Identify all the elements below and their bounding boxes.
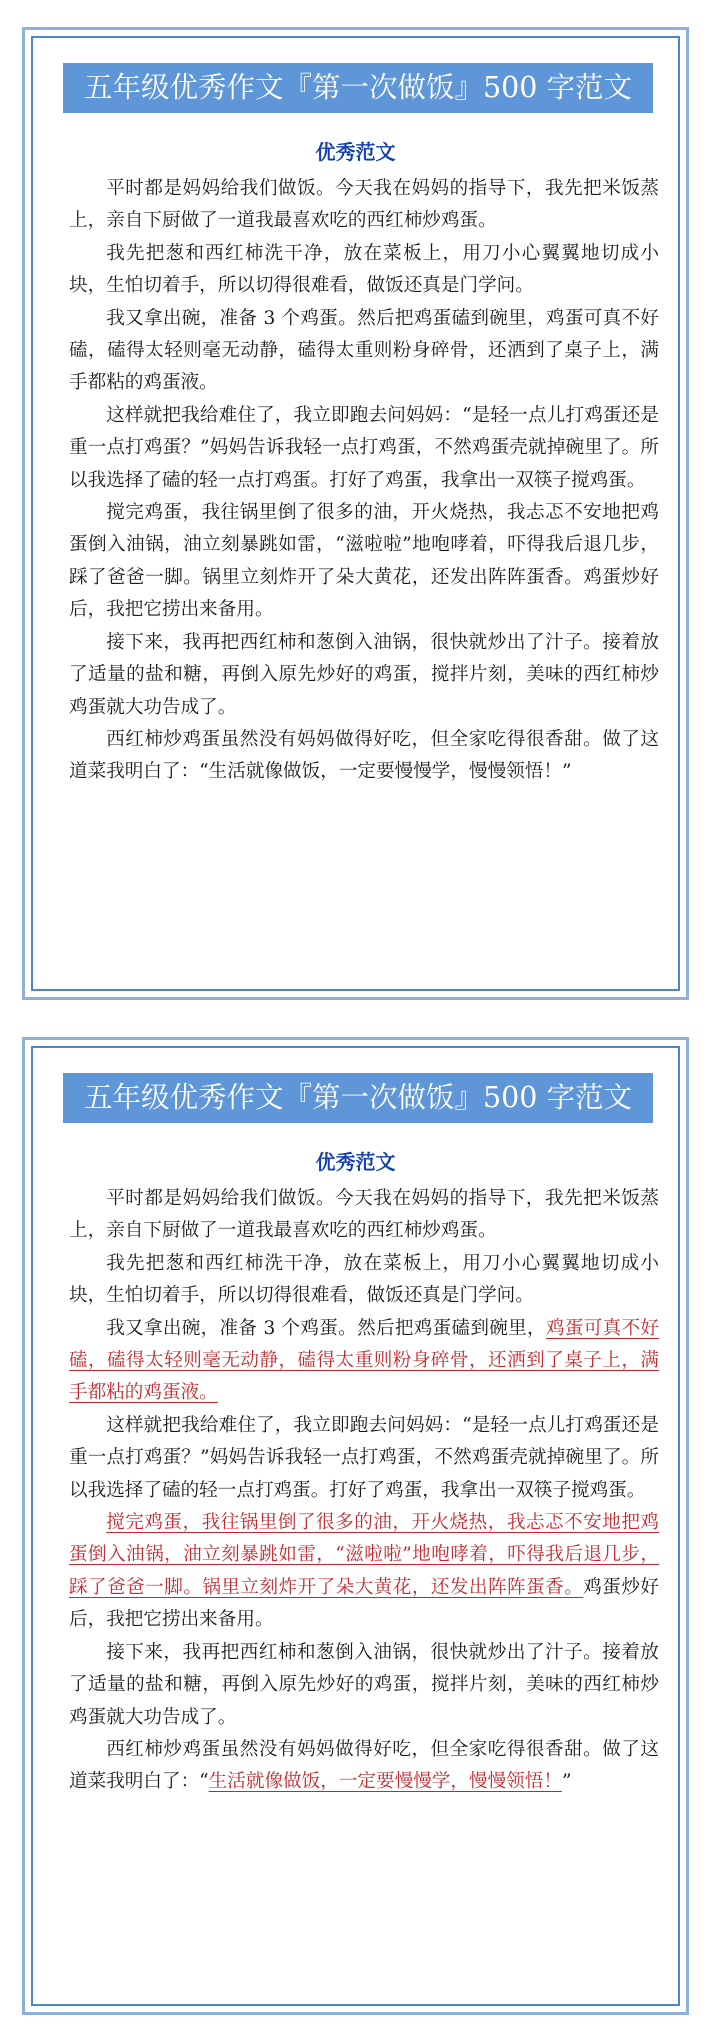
paragraph-text: 我又拿出碗，准备 3 个鸡蛋。然后把鸡蛋磕到碗里，鸡蛋可真不好磕，磕得太轻则毫无动静，磕得太重则粉身碎骨，还洒到了桌子上，满手都粘的鸡蛋液。 (69, 307, 659, 394)
essay-body (69, 173, 659, 789)
paragraph-text: 平时都是妈妈给我们做饭。今天我在妈妈的指导下，我先把米饭蒸上，亲自下厨做了一道我最喜欢吃的西红柿炒鸡蛋。 (69, 178, 659, 232)
essay-paragraph (69, 303, 659, 400)
highlighted-sentence: 搅完鸡蛋，我往锅里倒了很多的油，开火烧热，我忐忑不安地把鸡蛋倒入油锅，油立刻暴跳如雷，“滋啦啦”地咆哮着，吓得我后退几步，踩了爸爸一脚。锅里立刻炸开了朵大黄花，还发出阵阵蛋香。 (69, 1512, 659, 1598)
paragraph-text: 这样就把我给难住了，我立即跑去问妈妈：“是轻一点儿打鸡蛋还是重一点打鸡蛋？”妈妈告诉我轻一点打鸡蛋，不然鸡蛋壳就掉碗里了。所以我选择了磕的轻一点打鸡蛋。打好了鸡蛋，我拿出一双筷子搅鸡蛋。 (69, 404, 659, 491)
paragraph-text: 接下来，我再把西红柿和葱倒入油锅，很快就炒出了汁子。接着放了适量的盐和糖，再倒入原先炒好的鸡蛋，搅拌片刻，美味的西红柿炒鸡蛋就大功告成了。 (69, 1641, 659, 1728)
paragraph-text: 我又拿出碗，准备 3 个鸡蛋。然后把鸡蛋磕到碗里， (106, 1317, 546, 1339)
essay-paragraph (69, 724, 659, 789)
essay-body (69, 1183, 659, 1799)
essay-paragraph (69, 497, 659, 627)
essay-title: 五年级优秀作文『第一次做饭』500 字范文 (63, 1073, 653, 1123)
essay-paragraph (69, 627, 659, 724)
essay-paragraph (69, 173, 659, 238)
essay-paragraph (69, 1248, 659, 1313)
essay-subtitle: 优秀范文 (315, 1150, 396, 1174)
essay-paragraph (69, 1183, 659, 1248)
essay-paragraph (69, 238, 659, 303)
essay-paragraph (69, 1637, 659, 1734)
essay-paragraph (69, 1507, 659, 1637)
essay-title: 五年级优秀作文『第一次做饭』500 字范文 (63, 63, 653, 113)
paragraph-text: 西红柿炒鸡蛋虽然没有妈妈做得好吃，但全家吃得很香甜。做了这道菜我明白了：“生活就像做饭，一定要慢慢学，慢慢领悟！” (69, 728, 659, 783)
paragraph-text: 鸡蛋炒好后，我把它捞出来备用。 (69, 1576, 659, 1631)
paragraph-text: 搅完鸡蛋，我往锅里倒了很多的油，开火烧热，我忐忑不安地把鸡蛋倒入油锅，油立刻暴跳如雷，“滋啦啦”地咆哮着，吓得我后退几步，踩了爸爸一脚。锅里立刻炸开了朵大黄花，还发出阵阵蛋香。鸡蛋炒好后，我把它捞出来备用。 (69, 502, 659, 621)
highlighted-sentence: 鸡蛋可真不好磕，磕得太轻则毫无动静，磕得太重则粉身碎骨，还洒到了桌子上，满手都粘的鸡蛋液。 (69, 1317, 659, 1404)
paragraph-text: 我先把葱和西红柿洗干净，放在菜板上，用刀小心翼翼地切成小块，生怕切着手，所以切得很难看，做饭还真是门学问。 (69, 1252, 659, 1307)
highlighted-sentence: 生活就像做饭，一定要慢慢学，慢慢领悟！ (208, 1771, 562, 1793)
essay-card-original (22, 27, 689, 1000)
paragraph-text: 这样就把我给难住了，我立即跑去问妈妈：“是轻一点儿打鸡蛋还是重一点打鸡蛋？”妈妈告诉我轻一点打鸡蛋，不然鸡蛋壳就掉碗里了。所以我选择了磕的轻一点打鸡蛋。打好了鸡蛋，我拿出一双筷子搅鸡蛋。 (69, 1414, 659, 1501)
essay-paragraph (69, 1410, 659, 1507)
paragraph-text: ” (561, 1771, 572, 1793)
essay-card-annotated (22, 1037, 689, 2015)
essay-paragraph (69, 1734, 659, 1799)
paragraph-text: 我先把葱和西红柿洗干净，放在菜板上，用刀小心翼翼地切成小块，生怕切着手，所以切得很难看，做饭还真是门学问。 (69, 242, 659, 297)
paragraph-text: 西红柿炒鸡蛋虽然没有妈妈做得好吃，但全家吃得很香甜。做了这道菜我明白了：“ (69, 1738, 659, 1793)
essay-paragraph (69, 400, 659, 497)
paragraph-text: 接下来，我再把西红柿和葱倒入油锅，很快就炒出了汁子。接着放了适量的盐和糖，再倒入原先炒好的鸡蛋，搅拌片刻，美味的西红柿炒鸡蛋就大功告成了。 (69, 631, 659, 718)
essay-subtitle: 优秀范文 (315, 140, 396, 164)
essay-paragraph (69, 1313, 659, 1410)
paragraph-text: 平时都是妈妈给我们做饭。今天我在妈妈的指导下，我先把米饭蒸上，亲自下厨做了一道我最喜欢吃的西红柿炒鸡蛋。 (69, 1188, 659, 1242)
